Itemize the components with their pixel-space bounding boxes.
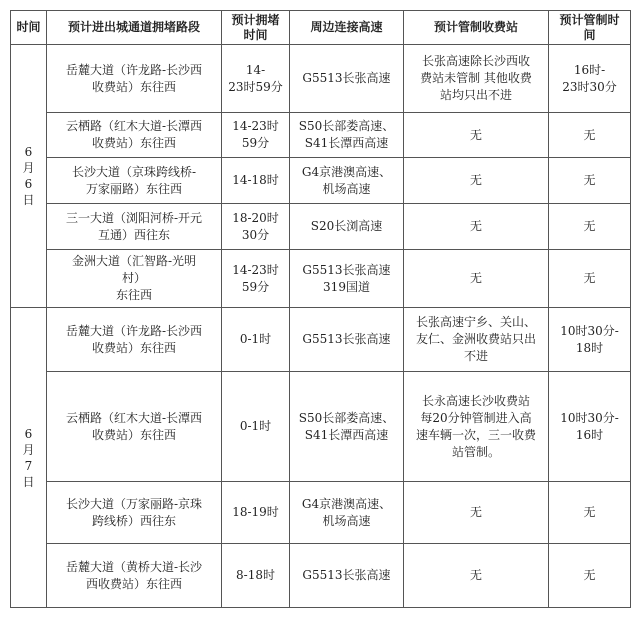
traffic-forecast-table bbox=[10, 10, 631, 608]
road-cell: 云栖路（红木大道-长潭西 收费站）东往西 bbox=[47, 372, 222, 482]
road-cell: 金洲大道（汇智路-光明 村） 东往西 bbox=[47, 250, 222, 308]
congestion-time-cell: 0-1时 bbox=[222, 372, 290, 482]
expressway-cell: G4京港澳高速、 机场高速 bbox=[290, 158, 404, 204]
road-cell: 长沙大道（京珠跨线桥- 万家丽路）东往西 bbox=[47, 158, 222, 204]
toll-station-cell: 长张高速宁乡、关山、 友仁、金洲收费站只出 不进 bbox=[404, 308, 549, 372]
expressway-cell: S50长部娄高速、 S41长潭西高速 bbox=[290, 372, 404, 482]
table-row bbox=[11, 113, 631, 158]
congestion-time-cell: 18-19时 bbox=[222, 482, 290, 544]
road-cell: 岳麓大道（许龙路-长沙西 收费站）东往西 bbox=[47, 308, 222, 372]
control-time-cell: 16时- 23时30分 bbox=[549, 45, 631, 113]
control-time-cell: 10时30分- 18时 bbox=[549, 308, 631, 372]
table-row bbox=[11, 372, 631, 482]
control-time-cell: 无 bbox=[549, 113, 631, 158]
table-row bbox=[11, 482, 631, 544]
control-time-cell: 无 bbox=[549, 544, 631, 608]
header-road: 预计进出城通道拥堵路段 bbox=[47, 11, 222, 45]
header-toll-station: 预计管制收费站 bbox=[404, 11, 549, 45]
toll-station-cell: 无 bbox=[404, 158, 549, 204]
expressway-cell: G5513长张高速 bbox=[290, 308, 404, 372]
toll-station-cell: 长永高速长沙收费站 每20分钟管制进入高 速车辆一次，三一收费 站管制。 bbox=[404, 372, 549, 482]
congestion-time-cell: 0-1时 bbox=[222, 308, 290, 372]
control-time-cell: 10时30分- 16时 bbox=[549, 372, 631, 482]
date-cell: 6 月 6 日 bbox=[11, 45, 47, 308]
table-row bbox=[11, 45, 631, 113]
header-congestion-time: 预计拥堵 时间 bbox=[222, 11, 290, 45]
control-time-cell: 无 bbox=[549, 250, 631, 308]
road-cell: 三一大道（浏阳河桥-开元 互通）西往东 bbox=[47, 204, 222, 250]
toll-station-cell: 无 bbox=[404, 113, 549, 158]
congestion-time-cell: 14-23时 59分 bbox=[222, 113, 290, 158]
toll-station-cell: 无 bbox=[404, 544, 549, 608]
congestion-time-cell: 18-20时 30分 bbox=[222, 204, 290, 250]
control-time-cell: 无 bbox=[549, 204, 631, 250]
table-row bbox=[11, 204, 631, 250]
road-cell: 云栖路（红木大道-长潭西 收费站）东往西 bbox=[47, 113, 222, 158]
document-page bbox=[10, 10, 631, 608]
congestion-time-cell: 14-23时 59分 bbox=[222, 250, 290, 308]
control-time-cell: 无 bbox=[549, 158, 631, 204]
toll-station-cell: 长张高速除长沙西收 费站未管制 其他收费 站均只出不进 bbox=[404, 45, 549, 113]
control-time-cell: 无 bbox=[549, 482, 631, 544]
toll-station-cell: 无 bbox=[404, 482, 549, 544]
expressway-cell: G5513长张高速 bbox=[290, 544, 404, 608]
table-row bbox=[11, 250, 631, 308]
congestion-time-cell: 8-18时 bbox=[222, 544, 290, 608]
road-cell: 岳麓大道（许龙路-长沙西 收费站）东往西 bbox=[47, 45, 222, 113]
toll-station-cell: 无 bbox=[404, 250, 549, 308]
congestion-time-cell: 14- 23时59分 bbox=[222, 45, 290, 113]
header-expressway: 周边连接高速 bbox=[290, 11, 404, 45]
header-row bbox=[11, 11, 631, 45]
road-cell: 长沙大道（万家丽路-京珠 跨线桥）西往东 bbox=[47, 482, 222, 544]
header-control-time: 预计管制时 间 bbox=[549, 11, 631, 45]
toll-station-cell: 无 bbox=[404, 204, 549, 250]
expressway-cell: S20长浏高速 bbox=[290, 204, 404, 250]
expressway-cell: G4京港澳高速、 机场高速 bbox=[290, 482, 404, 544]
table-row bbox=[11, 158, 631, 204]
expressway-cell: S50长部娄高速、 S41长潭西高速 bbox=[290, 113, 404, 158]
table-row bbox=[11, 544, 631, 608]
road-cell: 岳麓大道（黄桥大道-长沙 西收费站）东往西 bbox=[47, 544, 222, 608]
table-row bbox=[11, 308, 631, 372]
header-time: 时间 bbox=[11, 11, 47, 45]
date-cell: 6 月 7 日 bbox=[11, 308, 47, 608]
congestion-time-cell: 14-18时 bbox=[222, 158, 290, 204]
expressway-cell: G5513长张高速 bbox=[290, 45, 404, 113]
expressway-cell: G5513长张高速 319国道 bbox=[290, 250, 404, 308]
